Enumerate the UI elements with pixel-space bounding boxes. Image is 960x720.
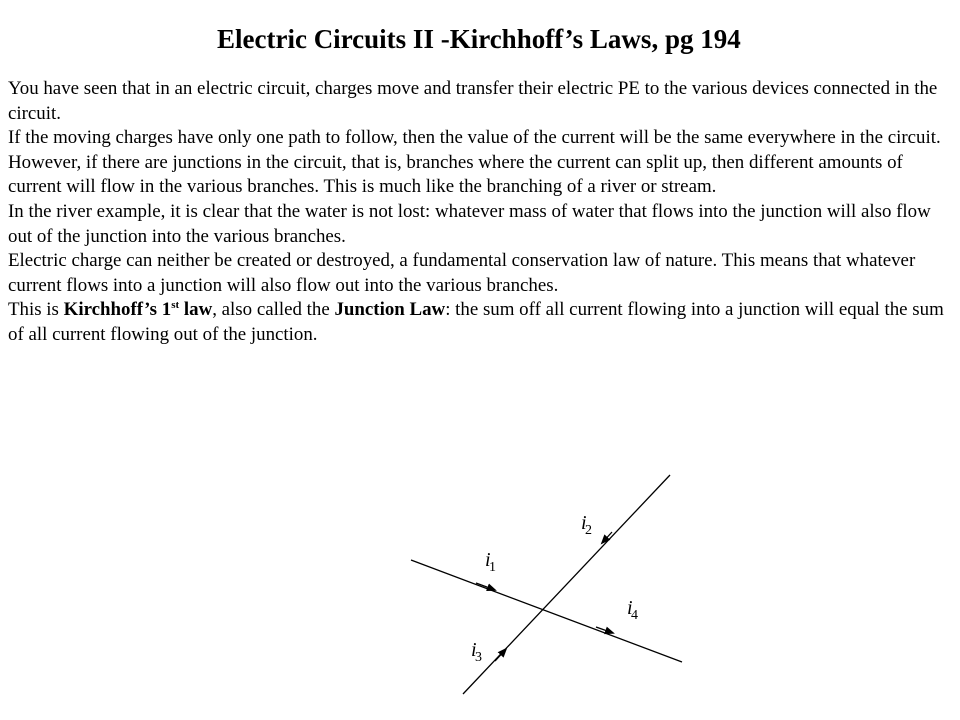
arrow-i3 bbox=[495, 649, 506, 661]
law-middle: , also called the bbox=[212, 299, 335, 321]
label-i1-index: 1 bbox=[489, 560, 496, 575]
label-i2-symbol: i bbox=[581, 512, 587, 534]
paragraph: If the moving charges have only one path to follow, then the value of the current will be the same everywhere in the circuit. bbox=[8, 127, 941, 149]
law-rest: : the sum off all current flowing into a junction will equal the sum of all current flowing out of the junction. bbox=[8, 299, 944, 345]
law-name-suffix: law bbox=[179, 299, 213, 321]
junction-law-name: Junction Law bbox=[334, 299, 446, 321]
body-text bbox=[8, 77, 956, 348]
law-prefix: This is bbox=[8, 299, 64, 321]
label-i4-symbol: i bbox=[627, 597, 633, 619]
law-name-text: Kirchhoff’s 1 bbox=[63, 299, 172, 321]
label-i3-index: 3 bbox=[475, 650, 482, 665]
law-ordinal: st bbox=[171, 299, 180, 312]
wire-horizontal bbox=[411, 560, 682, 662]
label-i1-symbol: i bbox=[485, 549, 491, 571]
label-i3-symbol: i bbox=[471, 639, 477, 661]
law-name bbox=[64, 299, 213, 320]
paragraph: However, if there are junctions in the circuit, that is, branches where the current can split up, then different amounts of current will flow in the various branches. This is much like the branching of a river or stream. bbox=[8, 151, 903, 198]
junction-diagram bbox=[400, 468, 690, 698]
slide-title: Electric Circuits II -Kirchhoff’s Laws, pg 194 bbox=[217, 24, 741, 54]
paragraph: You have seen that in an electric circuit, charges move and transfer their electric PE to the various devices connected in the circuit. bbox=[8, 78, 938, 124]
paragraph: Electric charge can neither be created or destroyed, a fundamental conservation law of nature. This means that whatever current flows into a junction will also flow out into the various branches. bbox=[8, 250, 916, 296]
label-i4-index: 4 bbox=[631, 608, 638, 623]
arrow-i1 bbox=[476, 583, 495, 590]
label-i2-index: 2 bbox=[585, 523, 592, 538]
wire-diagonal bbox=[463, 475, 670, 694]
kirchhoff-law-paragraph bbox=[8, 298, 956, 347]
paragraph: In the river example, it is clear that the water is not lost: whatever mass of water that flows into the junction will also flow out of the junction into the various branches. bbox=[8, 200, 931, 247]
